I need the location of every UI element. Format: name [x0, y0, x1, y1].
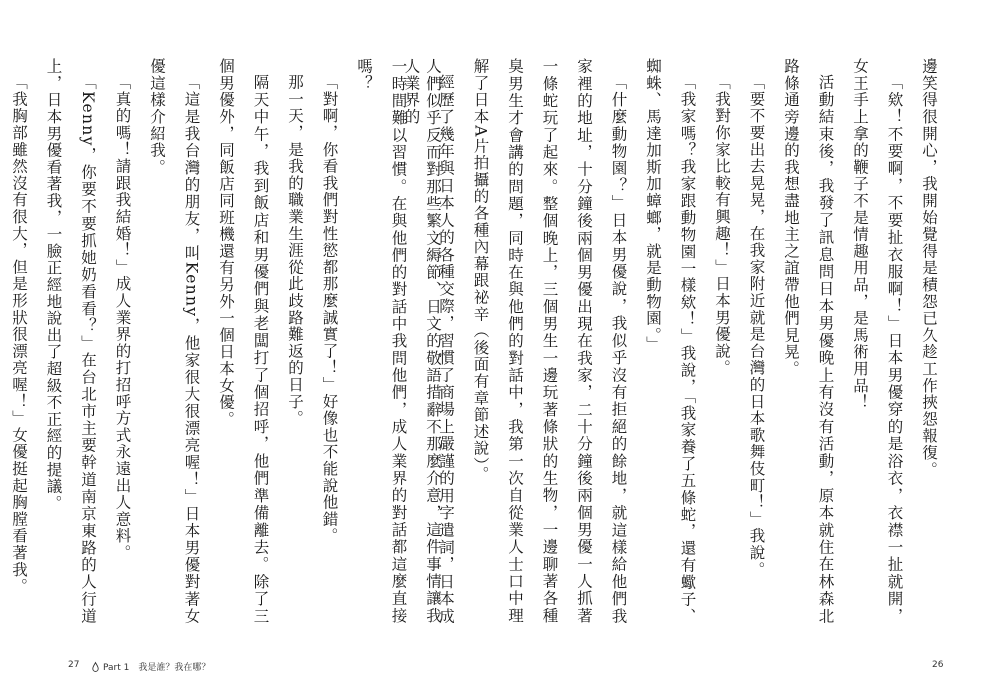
page-number: 26: [932, 660, 944, 670]
paragraph: 人們似乎反而對那些繁文縟節、日文的敬語措辭不那麼介意，這件事情讓我一時間難以習慣。在與他們的對話中我問他們，成人業界的對話都這麼直接嗎？: [355, 58, 442, 624]
paragraph: 「我胸部雖然沒有很大，但是形狀很漂亮喔！」女優挺起胸膛看著我。: [10, 73, 28, 595]
paragraph: 「我對你家比較有興趣！」日本男優說。: [713, 73, 731, 376]
paragraph: 活動結束後，我發了訊息問日本男優晚上有沒有活動，原本就住在林森北路條通旁邊的我想盡地主之誼帶他們見晃。: [782, 58, 835, 624]
paragraph: [0, 58, 2, 624]
paragraph: 「我家嗎？我家跟動物園一樣欸！」我說，「我家養了五條蛇，還有蠍子、蜘蛛、馬達加斯加蟑螂，就是動物園。」: [644, 58, 697, 624]
paragraph: 「對啊，你看我們對性慾都那麼誠實了！」好像也不能說他錯。: [320, 73, 339, 544]
right-page: [402, 0, 1000, 700]
paragraph: 「什麼動物園？」日本男優說，我似乎沒有拒絕的餘地，就這樣給他們我家裡的地址，十分鐘後兩個男優出現在我家，二十分鐘後兩個男優一人抓著一條蛇玩了起來。整個晚上，三個男生一邊玩著條狀的生物，一邊聊著各種臭男生才會講的問題，同時在與他們的對話中，我第一次自從業人士口中理解了日本A片拍攝的各種內幕跟祕辛（後面有章節述說）。: [471, 58, 628, 624]
page-number: 27: [68, 660, 80, 670]
paragraph: 經歷了幾年與日本人的各種交際，習慣了商場上嚴謹的用字遣詞，日本成人業界的: [402, 58, 455, 624]
left-page-body: [10, 58, 450, 624]
paragraph: 「Kenny，你要不要抓她奶看看？」在台北市主要幹道南京東路的人行道上，日本男優看著我，一臉正經地說出了超級不正經的提議。: [44, 58, 97, 624]
paragraph: 「要不要出去晃晃，在我家附近就是台灣的日本歌舞伎町！」我說。: [747, 73, 766, 578]
paragraph: 「這是我台灣的朋友，叫Kenny，他家很大很漂亮喔！」日本男優對著女優這樣介紹我。: [148, 58, 201, 624]
paragraph: 「真的嗎！請跟我結婚！」成人業界的打招呼方式永遠出人意料。: [113, 73, 132, 561]
drop-icon: [92, 662, 99, 672]
running-head: [92, 660, 210, 673]
paragraph: 那一天，是我的職業生涯從此歧路難返的日子。: [286, 73, 304, 427]
paragraph: 隔天中午，我到飯店和男優們與老闆打了個招呼，他們準備離去。除了三個男優外，同飯店同班機還有另外一個日本女優。: [217, 58, 270, 624]
paragraph: 邊笑得很開心，我開始覺得是積怨已久趁工作挾怨報復。: [920, 58, 938, 478]
right-page-body: [402, 58, 946, 624]
paragraph: 「欸！不要啊，不要扯衣服啊！」日本男優穿的是浴衣，衣襟一扯就開，女王手上拿的鞭子不是情趣用品，是馬術用品！: [851, 58, 904, 624]
running-head-text: Part 1 我是誰？我在哪？: [103, 663, 211, 673]
